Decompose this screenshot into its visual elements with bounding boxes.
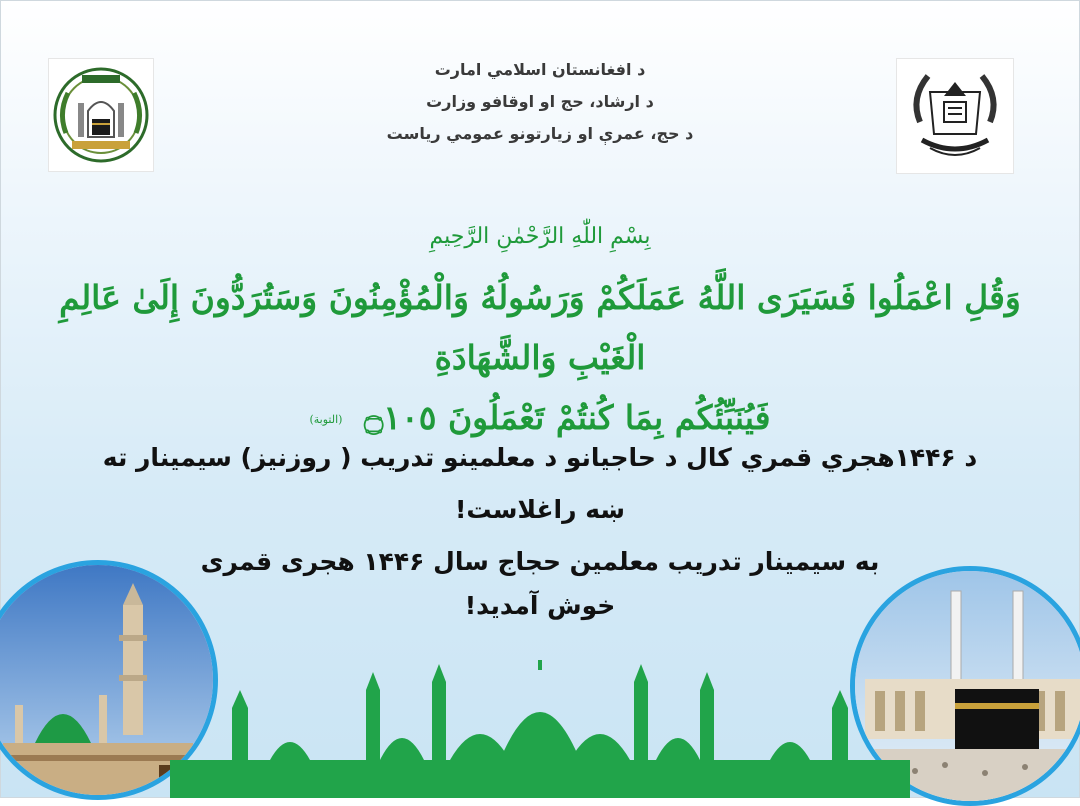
mosque-skyline-silhouette bbox=[170, 660, 910, 798]
header-line-ministry: د ارشاد، حج او اوقافو وزارت bbox=[426, 92, 654, 111]
quran-verse bbox=[20, 268, 1060, 450]
header-text bbox=[330, 54, 750, 150]
verse-line-1: وَقُلِ اعْمَلُوا فَسَيَرَى اللَّهُ عَمَلَكُمْ وَرَسُولُهُ وَالْمُؤْمِنُونَ وَسَتُرَدُّونَ إِلَىٰ عَالِمِ الْغَيْبِ وَالشَّهَادَةِ bbox=[59, 278, 1021, 377]
welcome-dari-line2: خوش آمديد! bbox=[464, 591, 616, 620]
welcome-dari-line1: به سيمينار تدريب معلمين حجاج سال ۱۴۴۶ هجری قمری bbox=[200, 547, 880, 576]
welcome-dari bbox=[160, 540, 920, 628]
emirate-emblem-icon bbox=[896, 58, 1014, 174]
verse-reference: (التوبة) bbox=[309, 413, 343, 426]
welcome-pashto-line1: د ۱۴۴۶هجري قمري کال د حاجيانو د معلمينو تدريب ( روزنيز) سيمينار ته bbox=[102, 443, 978, 472]
header-line-emirate: د افغانستان اسلامي امارت bbox=[434, 60, 646, 79]
verse-line-2-text: فَيُنَبِّئُكُم بِمَا كُنتُمْ تَعْمَلُونَ ۝١٠٥ bbox=[363, 398, 771, 437]
welcome-pashto bbox=[100, 432, 980, 536]
welcome-pashto-line2: ښه راغلاست! bbox=[455, 495, 625, 524]
header-line-directorate: د حج، عمرې او زيارتونو عمومي رياست bbox=[386, 124, 694, 143]
basmala: بِسْمِ اللّٰهِ الرَّحْمٰنِ الرَّحِيمِ bbox=[429, 224, 651, 249]
ministry-emblem-icon bbox=[48, 58, 154, 172]
